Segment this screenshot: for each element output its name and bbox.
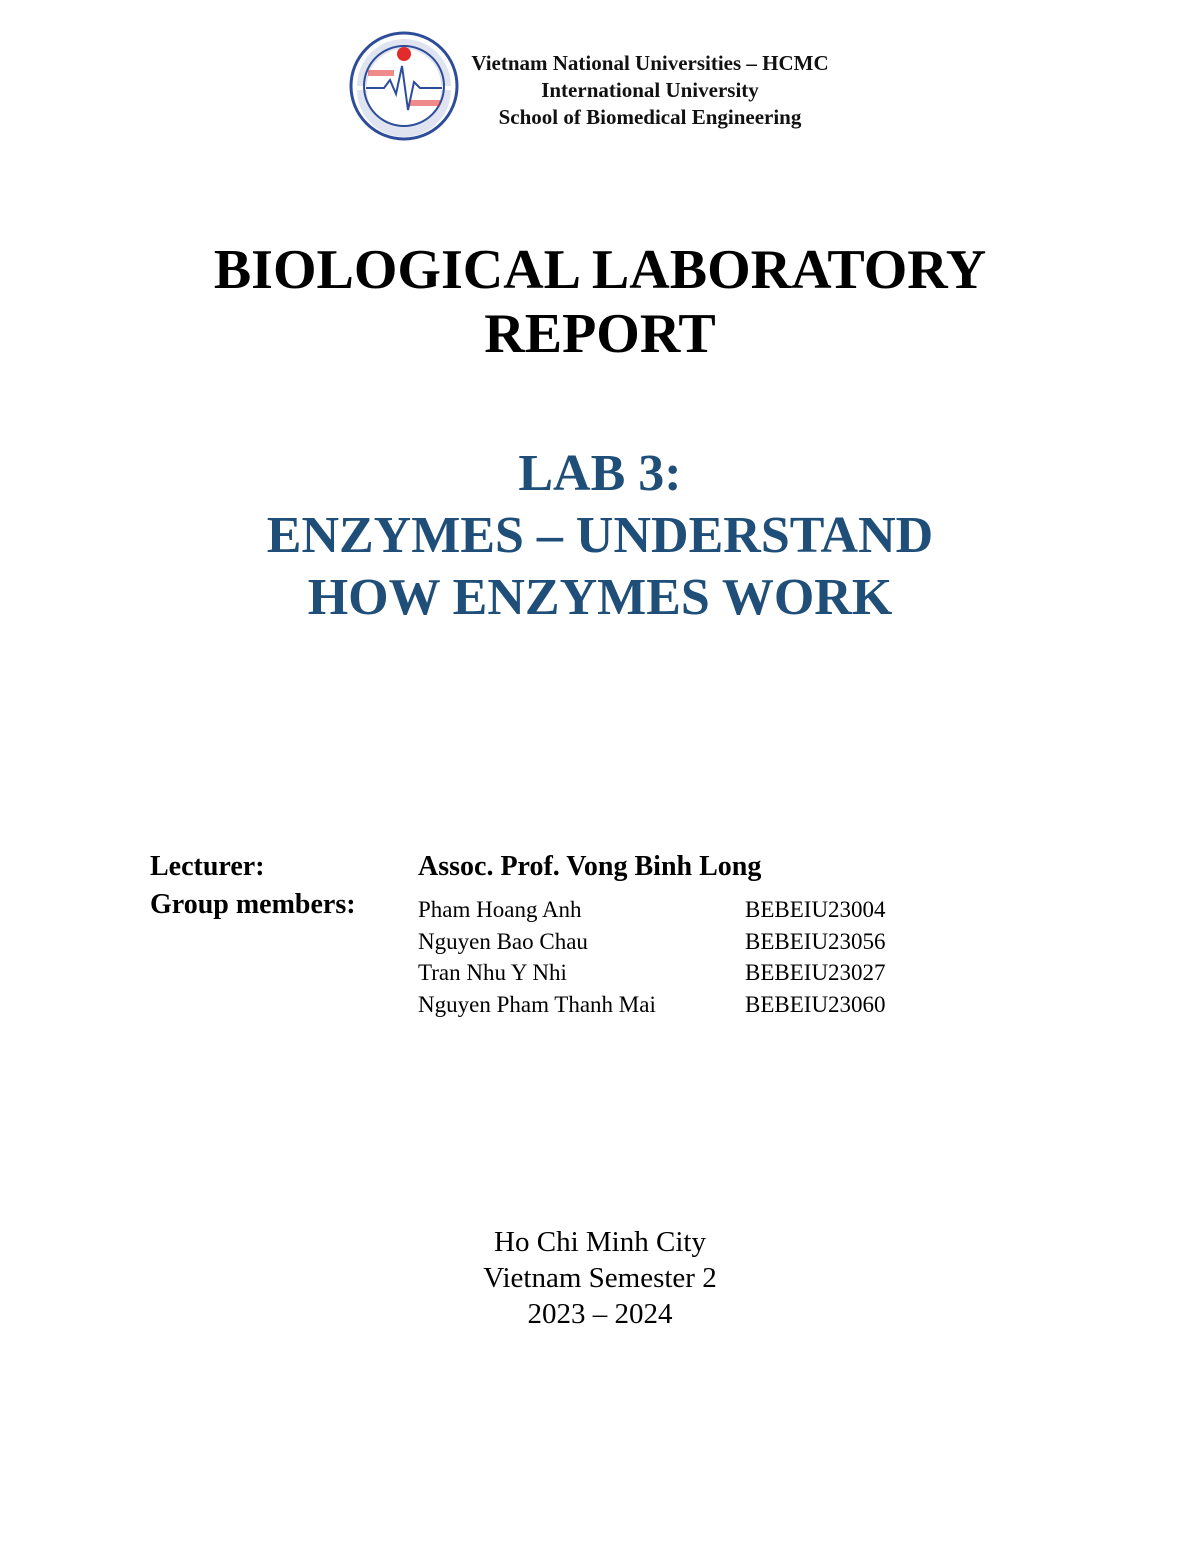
- institution-line-1: Vietnam National Universities – HCMC: [471, 51, 829, 75]
- member-name: Nguyen Bao Chau: [418, 928, 588, 954]
- report-footer: [0, 1224, 1200, 1332]
- lecturer-label: Lecturer:: [150, 851, 265, 882]
- member-name: Nguyen Pham Thanh Mai: [418, 991, 656, 1017]
- institution-line-2: International University: [541, 78, 759, 102]
- member-id: BEBEIU23027: [745, 960, 886, 985]
- lab-title-line-3: HOW ENZYMES WORK: [307, 569, 893, 626]
- footer-semester: Vietnam Semester 2: [483, 1262, 717, 1294]
- member-id: BEBEIU23060: [745, 991, 886, 1017]
- institution-header: [430, 50, 870, 131]
- report-title-line-1: BIOLOGICAL LABORATORY: [213, 239, 987, 301]
- group-members-label: Group members:: [150, 889, 356, 920]
- member-id: BEBEIU23056: [745, 928, 886, 954]
- footer-academic-year: 2023 – 2024: [527, 1298, 673, 1330]
- footer-city: Ho Chi Minh City: [494, 1226, 706, 1258]
- member-name: Pham Hoang Anh: [418, 897, 582, 922]
- lab-title-line-2: ENZYMES – UNDERSTAND: [266, 507, 934, 564]
- report-title-line-2: REPORT: [484, 303, 716, 365]
- lab-title-line-1: LAB 3:: [518, 445, 682, 502]
- institution-line-3: School of Biomedical Engineering: [498, 105, 802, 129]
- member-id: BEBEIU23004: [745, 897, 886, 922]
- lecturer-name: Assoc. Prof. Vong Binh Long: [418, 851, 762, 882]
- member-name: Tran Nhu Y Nhi: [418, 960, 567, 985]
- report-title: [0, 238, 1200, 366]
- lab-title: [0, 443, 1200, 629]
